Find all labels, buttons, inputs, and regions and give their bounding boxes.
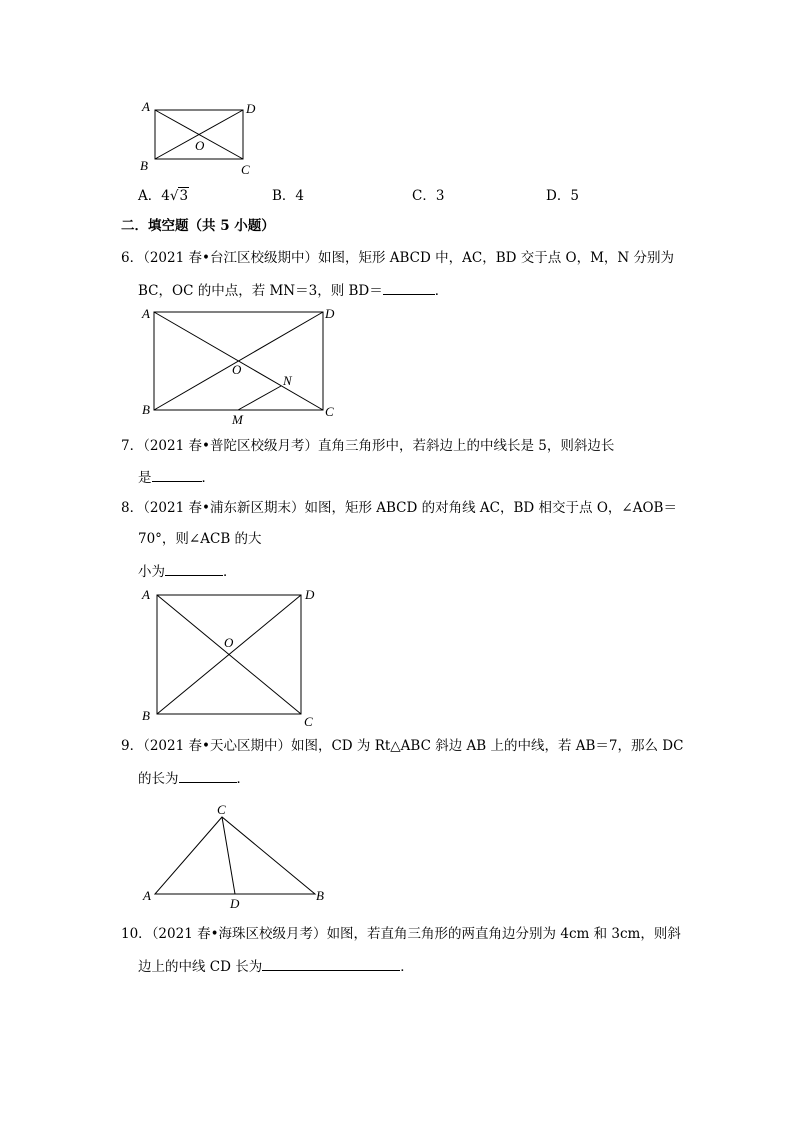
q5-choice-c [412,186,444,206]
choice-radicand: 3 [179,188,189,204]
q7-text-2: 是 [138,470,152,486]
sqrt-symbol: √3 [169,188,189,204]
q9-figure [138,800,338,912]
q8-label-o: O [224,635,234,650]
q10-answer-blank[interactable] [262,956,400,971]
q6-number: 6． [121,250,144,266]
q8-source: （2021 春•浦东新区期末） [143,500,305,516]
q9-text-2: 的长为 [138,771,179,787]
q8-line3 [138,561,237,582]
q9-label-c: C [217,802,226,817]
q9-source: （2021 春•天心区期中） [143,738,291,754]
q5-label-d: D [246,101,256,116]
q5-label-a: A [142,99,150,114]
q10-source: （2021 春•海珠区校级月考） [151,926,327,942]
choice-letter: C． [412,188,436,204]
q6-label-a: A [142,306,150,321]
q8-label-d: D [305,587,315,602]
q5-figure [136,98,266,180]
q9-label-b: B [316,888,324,903]
q6-text-2: BC，OC 的中点，若 MN＝3，则 BD＝ [138,283,383,299]
q9-period: ． [236,771,250,787]
q9-answer-blank[interactable] [179,768,237,783]
q8-text-1: 如图，矩形 ABCD 的对角线 AC，BD 相交于点 O，∠AOB＝ [304,500,677,516]
q7-period: ． [201,470,215,486]
q8-label-b: B [142,708,150,723]
choice-value: 5 [570,188,579,204]
q7-line2 [138,467,215,488]
q6-answer-blank[interactable] [383,280,435,295]
q6-period: ． [434,283,449,299]
q10-text-2: 边上的中线 CD 长为 [138,959,263,975]
q8-number: 8． [121,500,144,516]
q8-text-3: 小为 [138,564,165,580]
q10-number: 10． [121,926,152,942]
q6-line1 [121,248,674,268]
q6-segment-mn [238,386,281,410]
q5-label-b: B [140,158,148,173]
q8-figure [138,585,328,730]
q9-label-d: D [230,896,240,911]
q10-period: ． [400,959,414,975]
q7-line1 [121,436,614,456]
q8-label-c: C [304,714,313,729]
q9-number: 9． [121,738,144,754]
choice-letter: B． [272,188,296,204]
q6-label-b: B [142,402,150,417]
q6-label-o: O [232,362,242,377]
q6-figure [138,302,348,427]
q10-text-1: 如图，若直角三角形的两直角边分别为 4cm 和 3cm，则斜 [326,926,681,942]
q8-label-a: A [142,587,150,602]
q9-text-1: 如图，CD 为 Rt△ABC 斜边 AB 上的中线，若 AB＝7，那么 DC [290,738,684,754]
q6-line2 [138,280,448,301]
q7-answer-blank[interactable] [152,467,202,482]
choice-letter: D． [546,188,571,204]
q5-choice-d [546,186,579,206]
q7-source: （2021 春•普陀区校级月考） [143,438,318,454]
q9-triangle-abc [155,817,315,894]
q6-label-m: M [232,412,243,427]
choice-coefficient: 4 [161,188,170,204]
q6-label-d: D [325,306,335,321]
q9-line1 [121,736,683,756]
q8-line1 [121,498,677,518]
q9-median-cd [222,817,235,894]
q9-label-a: A [143,888,151,903]
q10-line2 [138,956,414,977]
q7-number: 7． [121,438,144,454]
q8-line2: 70°，则∠ACB 的大 [138,531,262,547]
q8-period: ． [223,564,237,580]
q5-choice-b [272,186,304,206]
q6-source: （2021 春•台江区校级期中） [143,250,318,266]
choice-value: 4 [295,188,305,204]
q6-label-c: C [325,404,334,419]
q10-line1 [121,924,681,944]
choice-letter: A． [138,188,162,204]
q5-choice-a [138,186,189,206]
choice-value: 3 [435,188,445,204]
q6-label-n: N [283,373,292,388]
q6-text-1: 如图，矩形 ABCD 中，AC，BD 交于点 O，M，N 分别为 [317,250,675,266]
q7-text-1: 直角三角形中，若斜边上的中线长是 5，则斜边长 [317,438,615,454]
q9-line2 [138,768,250,789]
q8-answer-blank[interactable] [165,561,223,576]
section-title: 二．填空题（共 5 小题） [121,218,275,234]
q5-label-c: C [241,162,250,177]
q5-label-o: O [195,138,205,153]
